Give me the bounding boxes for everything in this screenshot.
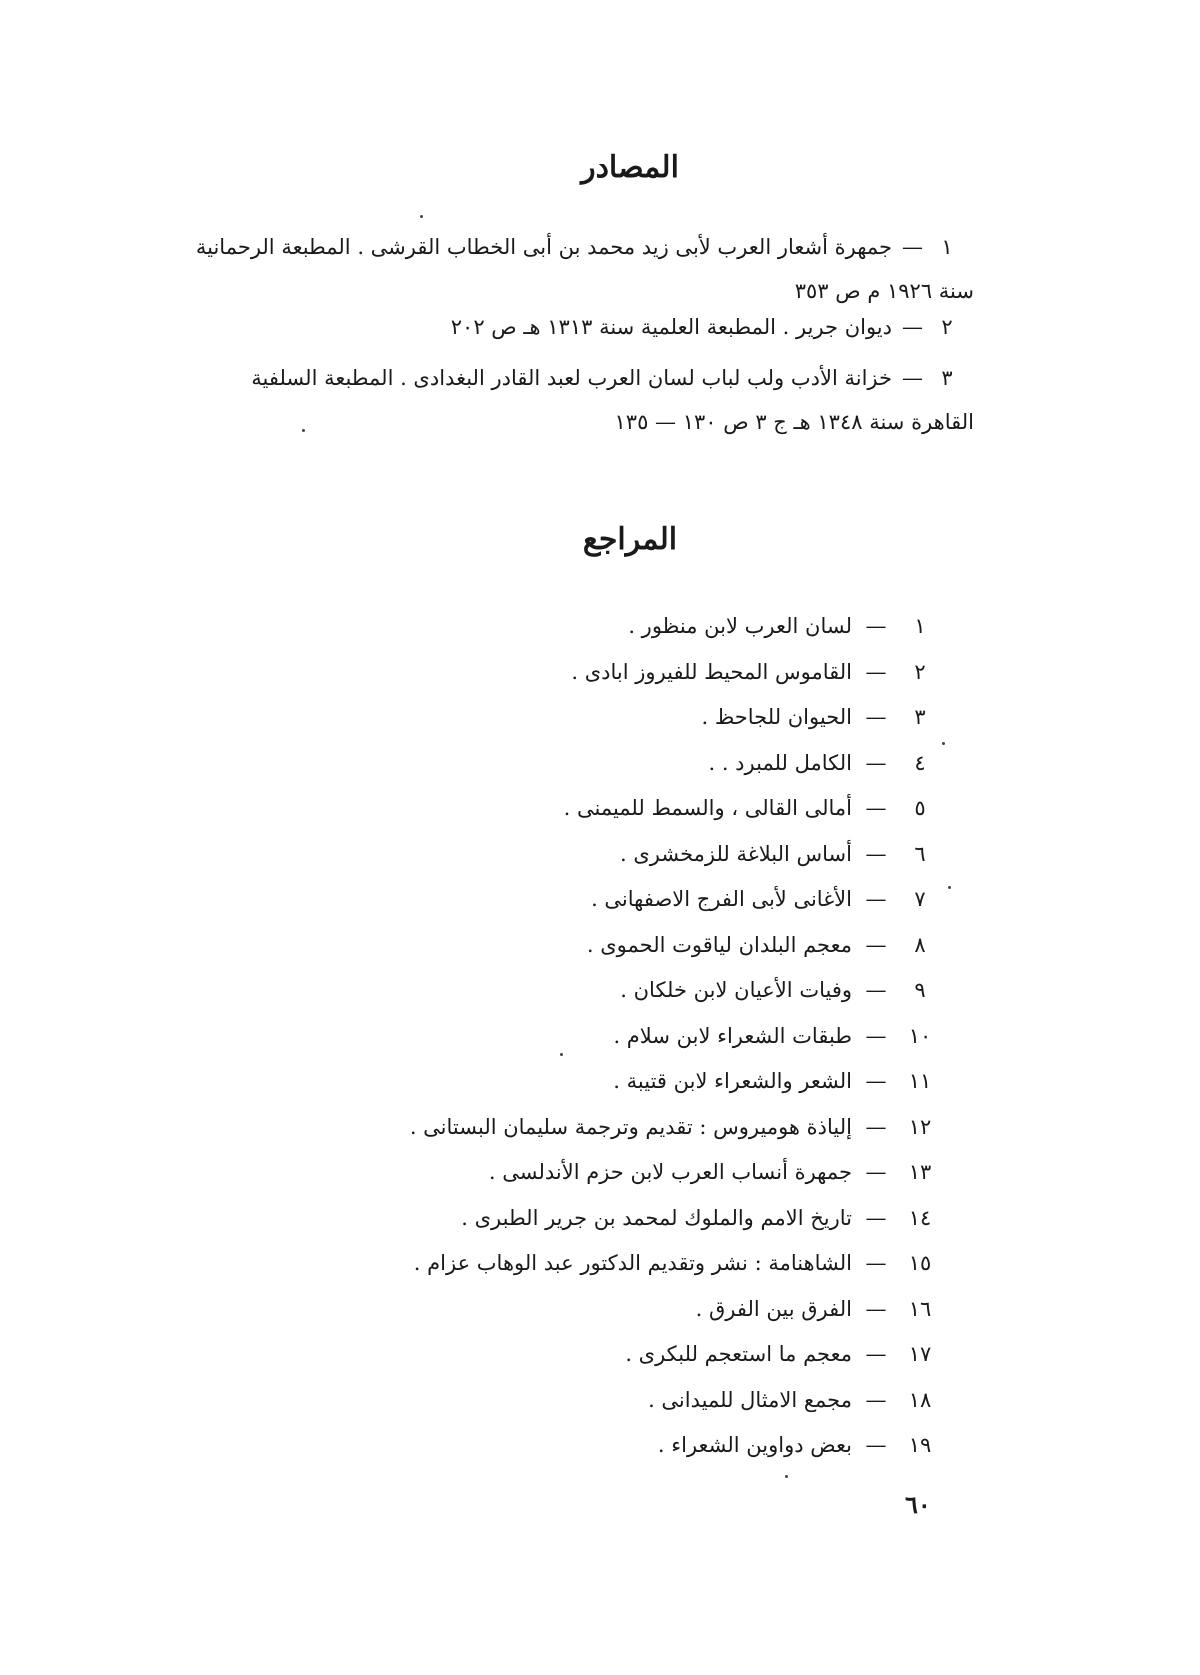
references-heading: المراجع [582,522,678,557]
source-dash: — [902,315,922,339]
scan-speck [420,215,423,218]
reference-dash: — [865,978,887,1002]
reference-number: ٦ [914,841,926,866]
reference-dash: — [865,796,887,820]
source-number: ١ [941,235,953,259]
sources-heading: المصادر [581,150,679,185]
reference-text: الأغانى لأبى الفرج الاصفهانى . [591,887,852,911]
reference-item [240,1287,940,1333]
reference-item [240,1105,940,1151]
reference-number: ١٥ [908,1251,932,1275]
reference-item [240,877,940,923]
reference-dash: — [865,841,887,866]
reference-text: معجم البلدان لياقوت الحموى . [586,932,852,957]
source-number: ٢ [941,315,953,339]
source-number: ٣ [941,366,953,390]
reference-text: أساس البلاغة للزمخشرى . [619,841,852,866]
reference-number: ١٤ [908,1205,932,1230]
source-entry-1 [195,225,974,313]
reference-text: وفيات الأعيان لابن خلكان . [620,978,852,1002]
reference-text: الكامل للمبرد . . [708,750,852,775]
reference-dash: — [865,659,887,684]
reference-item [240,832,940,878]
reference-item [240,923,940,969]
reference-item [240,604,940,650]
source-text: ديوان جرير . المطبعة العلمية سنة ١٣١٣ هـ ص ٢٠٢ [450,315,892,339]
reference-item [240,650,940,696]
reference-text: لسان العرب لابن منظور . [628,614,852,638]
source-text: جمهرة أشعار العرب لأبى زيد محمد بن أبى الخطاب القرشى . المطبعة الرحمانية [195,235,892,259]
reference-number: ٣ [914,705,926,729]
reference-item [240,1332,940,1378]
reference-number: ١٣ [908,1160,932,1184]
reference-text: أمالى القالى ، والسمط للميمنى . [563,796,852,820]
reference-item [240,1241,940,1287]
reference-item [240,695,940,741]
reference-item [240,1378,940,1424]
reference-number: ٢ [914,659,926,684]
source-text-continued: سنة ١٩٢٦ م ص ٣٥٣ [794,279,974,303]
reference-item [240,1423,940,1469]
source-text-continued: القاهرة سنة ١٣٤٨ هـ ج ٣ ص ١٣٠ — ١٣٥ [614,410,974,434]
scan-speck [302,429,305,432]
reference-item [240,1059,940,1105]
reference-text: القاموس المحيط للفيروز ابادى . [571,659,852,684]
reference-text: الحيوان للجاحظ . [701,705,852,729]
reference-text: إلياذة هوميروس : تقديم وترجمة سليمان البستانى . [409,1114,852,1139]
reference-number: ١٦ [908,1296,932,1321]
reference-text: الفرق بين الفرق . [695,1296,852,1321]
reference-item [240,968,940,1014]
reference-number: ٧ [914,887,926,911]
reference-dash: — [865,1387,887,1412]
reference-text: تاريخ الامم والملوك لمحمد بن جرير الطبرى . [461,1205,852,1230]
reference-item [240,1196,940,1242]
reference-number: ١١ [908,1069,932,1093]
reference-dash: — [865,932,887,957]
reference-dash: — [865,1160,887,1184]
source-text: خزانة الأدب ولب لباب لسان العرب لعبد القادر البغدادى . المطبعة السلفية [251,366,892,390]
reference-item [240,741,940,787]
reference-number: ١٨ [908,1387,932,1412]
source-dash: — [902,235,922,259]
reference-text: طبقات الشعراء لابن سلام . [613,1023,852,1048]
reference-item [240,1150,940,1196]
source-dash: — [902,366,922,390]
reference-dash: — [865,750,887,775]
reference-number: ٨ [914,932,926,957]
scan-speck [785,1475,788,1478]
reference-dash: — [865,1342,887,1366]
page-number: ٦٠ [905,1490,931,1519]
reference-dash: — [865,1205,887,1230]
reference-dash: — [865,1114,887,1139]
scan-speck [942,742,945,745]
reference-number: ١٩ [908,1433,932,1457]
scan-speck [560,1053,563,1056]
reference-item [240,786,940,832]
reference-dash: — [865,1296,887,1321]
reference-dash: — [865,887,887,911]
reference-text: الشعر والشعراء لابن قتيبة . [613,1069,852,1093]
reference-text: بعض دواوين الشعراء . [657,1433,852,1457]
reference-dash: — [865,1251,887,1275]
reference-item [240,1014,940,1060]
reference-number: ٩ [914,978,926,1002]
source-entry-2 [202,305,962,349]
reference-text: الشاهنامة : نشر وتقديم الدكتور عبد الوهاب عزام . [413,1251,852,1275]
reference-text: مجمع الامثال للميدانى . [648,1387,852,1412]
reference-number: ١٧ [908,1342,932,1366]
reference-text: جمهرة أنساب العرب لابن حزم الأندلسى . [488,1160,852,1184]
source-entry-3 [202,356,974,444]
reference-number: ١ [914,614,926,638]
scan-speck [948,886,951,889]
reference-dash: — [865,1069,887,1093]
reference-text: معجم ما استعجم للبكرى . [625,1342,852,1366]
reference-number: ١٢ [908,1114,932,1139]
reference-number: ١٠ [908,1023,932,1048]
references-list [240,604,940,1469]
reference-number: ٤ [914,750,926,775]
reference-dash: — [865,705,887,729]
reference-dash: — [865,614,887,638]
reference-number: ٥ [914,796,926,820]
reference-dash: — [865,1023,887,1048]
reference-dash: — [865,1433,887,1457]
